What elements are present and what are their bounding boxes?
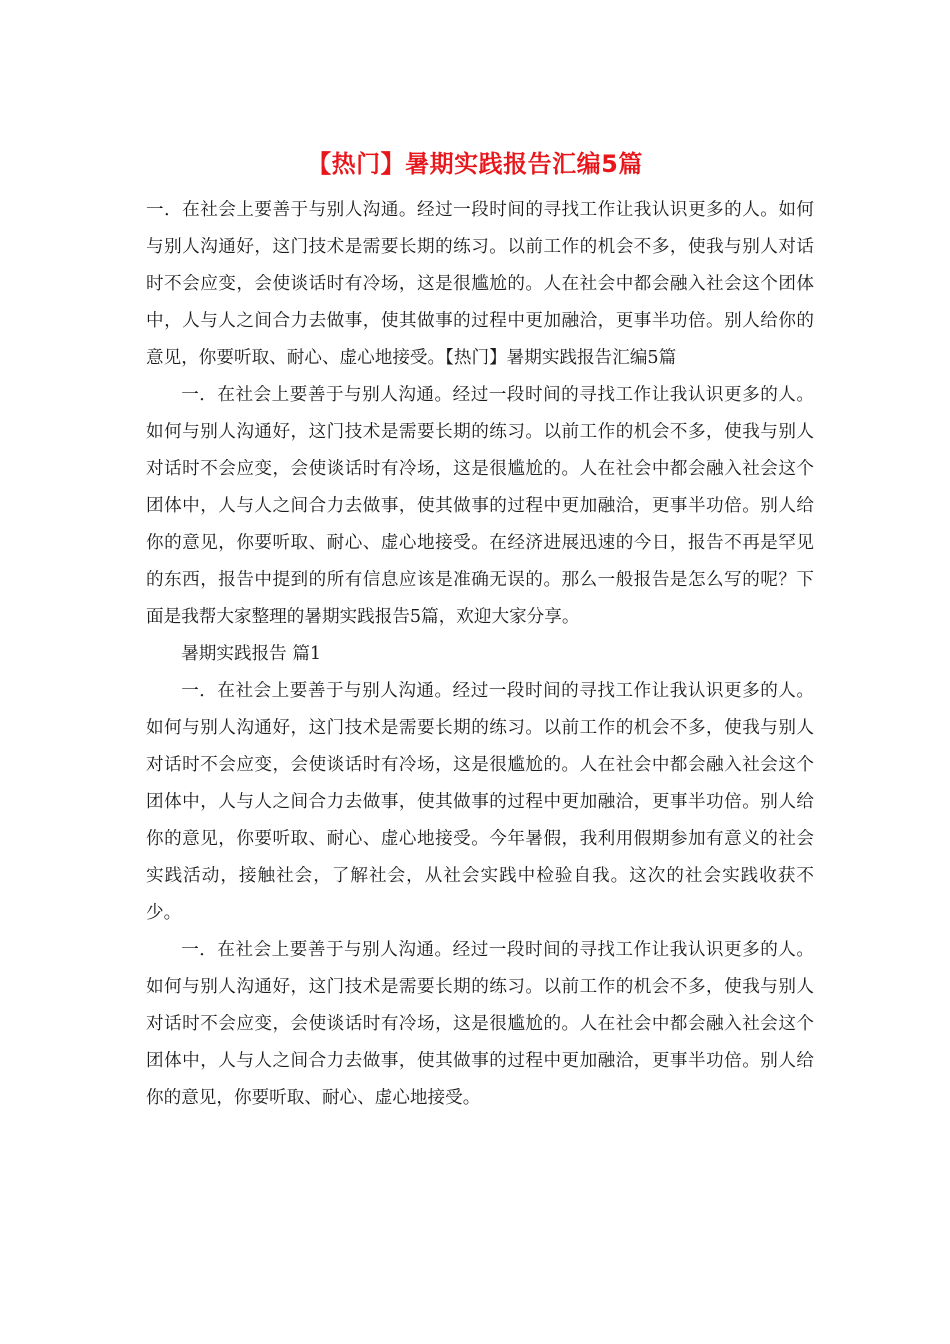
paragraph-3: 一．在社会上要善于与别人沟通。经过一段时间的寻找工作让我认识更多的人。如何与别人沟通好，这门技术是需要长期的练习。以前工作的机会不多，使我与别人对话时不会应变，会使谈话时有冷场，这是很尴尬的。人在社会中都会融入社会这个团体中，人与人之间合力去做事，使其做事的过程中更加融洽，更事半功倍。别人给你的意见，你要听取、耐心、虚心地接受。今年暑假，我利用假期参加有意义的社会实践活动，接触社会，了解社会，从社会实践中检验自我。这次的社会实践收获不少。	[146, 681, 814, 923]
document-body	[146, 192, 814, 1117]
document-title: 【热门】暑期实践报告汇编5篇	[307, 150, 643, 178]
section-heading: 暑期实践报告 篇1	[181, 644, 322, 664]
paragraph-4: 一．在社会上要善于与别人沟通。经过一段时间的寻找工作让我认识更多的人。如何与别人沟通好，这门技术是需要长期的练习。以前工作的机会不多，使我与别人对话时不会应变，会使谈话时有冷场，这是很尴尬的。人在社会中都会融入社会这个团体中，人与人之间合力去做事，使其做事的过程中更加融洽，更事半功倍。别人给你的意见，你要听取、耐心、虚心地接受。	[146, 940, 814, 1108]
paragraph-1: 一．在社会上要善于与别人沟通。经过一段时间的寻找工作让我认识更多的人。如何与别人沟通好，这门技术是需要长期的练习。以前工作的机会不多，使我与别人对话时不会应变，会使谈话时有冷场，这是很尴尬的。人在社会中都会融入社会这个团体中，人与人之间合力去做事，使其做事的过程中更加融洽，更事半功倍。别人给你的意见，你要听取、耐心、虚心地接受。【热门】暑期实践报告汇编5篇	[146, 200, 814, 368]
paragraph-2: 一．在社会上要善于与别人沟通。经过一段时间的寻找工作让我认识更多的人。如何与别人沟通好，这门技术是需要长期的练习。以前工作的机会不多，使我与别人对话时不会应变，会使谈话时有冷场，这是很尴尬的。人在社会中都会融入社会这个团体中，人与人之间合力去做事，使其做事的过程中更加融洽，更事半功倍。别人给你的意见，你要听取、耐心、虚心地接受。在经济进展迅速的今日，报告不再是罕见的东西，报告中提到的所有信息应该是准确无误的。那么一般报告是怎么写的呢？下面是我帮大家整理的暑期实践报告5篇，欢迎大家分享。	[146, 385, 814, 627]
